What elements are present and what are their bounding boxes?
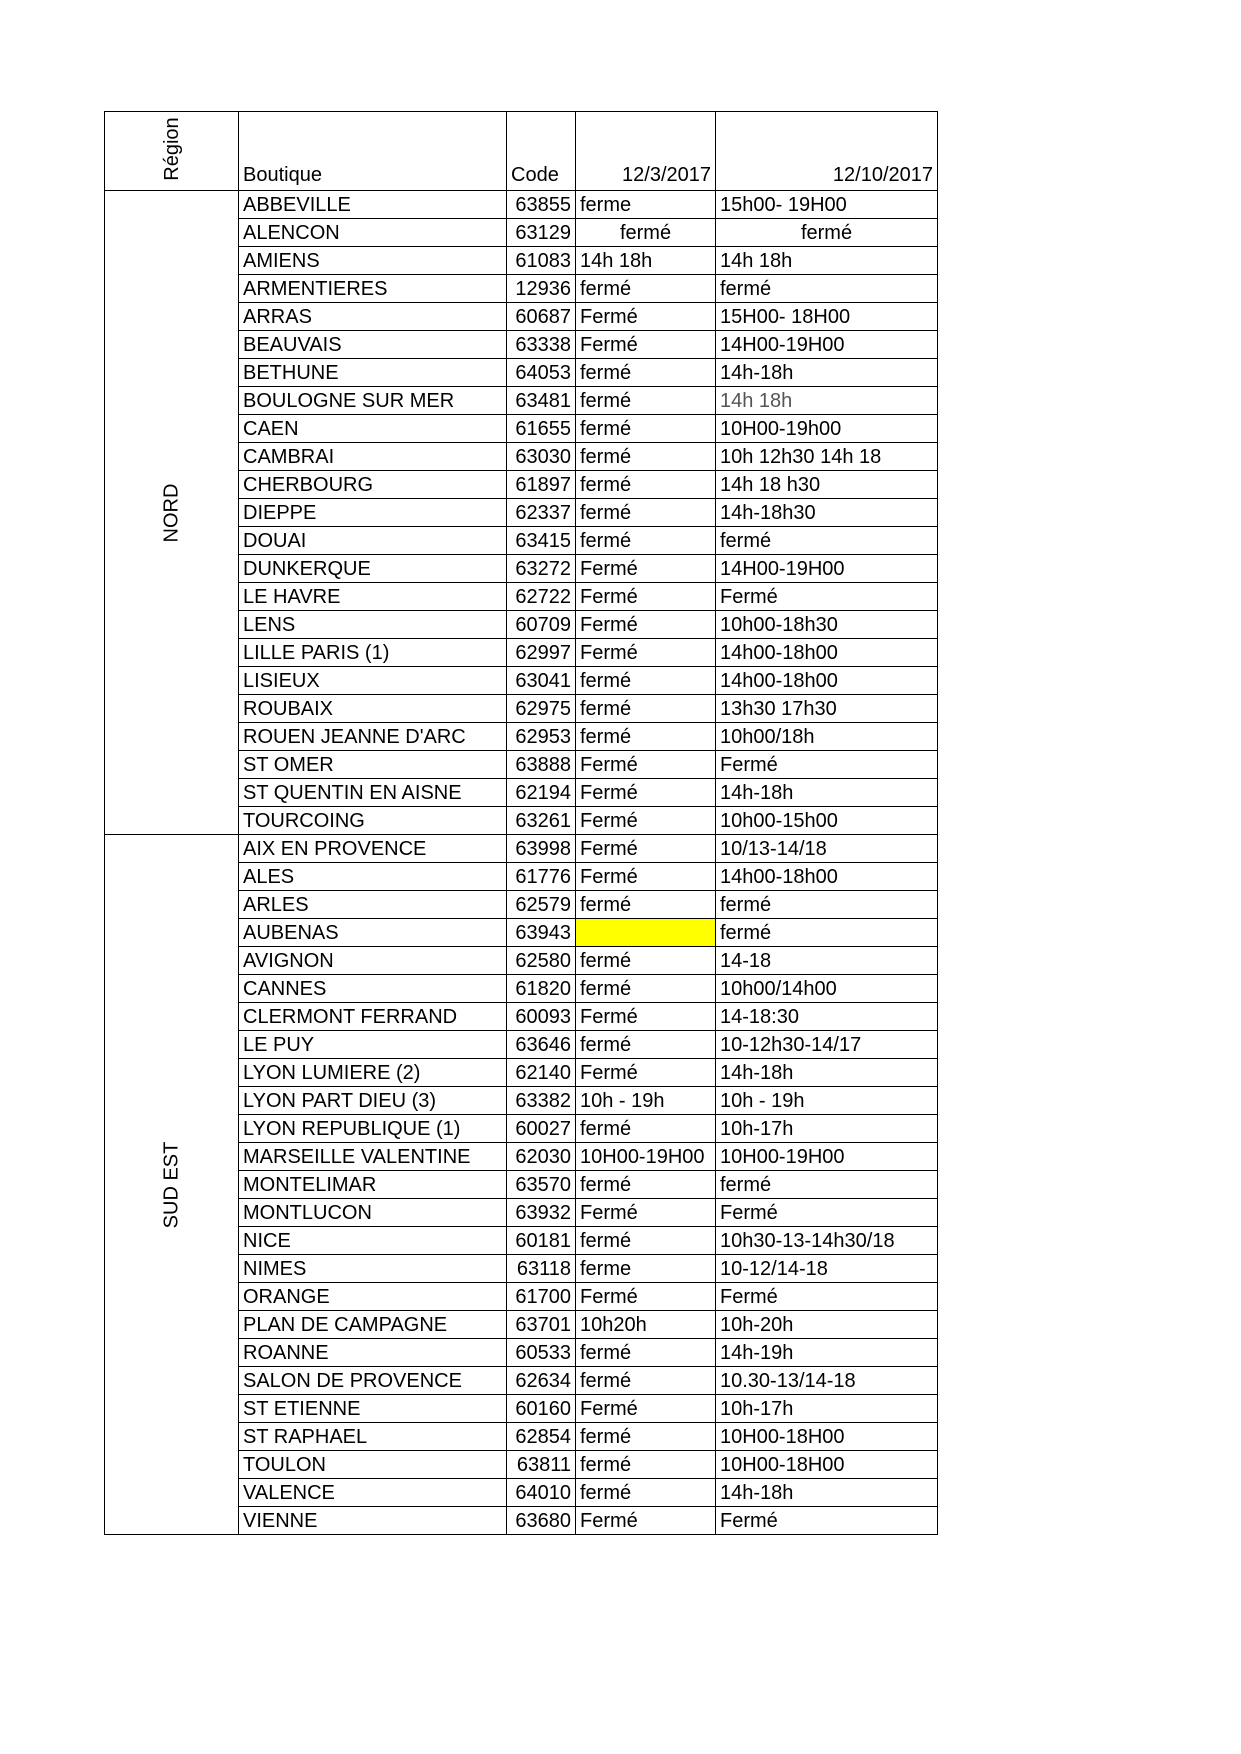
region-header [105, 112, 239, 191]
code-cell: 60181 [507, 1227, 576, 1255]
date2-cell: 10h00/18h [716, 723, 938, 751]
boutique-cell: DIEPPE [239, 499, 507, 527]
code-cell: 62997 [507, 639, 576, 667]
code-cell: 60093 [507, 1003, 576, 1031]
date2-cell: 14h-18h [716, 779, 938, 807]
code-cell: 64010 [507, 1479, 576, 1507]
date2-cell: 10h00/14h00 [716, 975, 938, 1003]
date1-cell: Fermé [576, 1003, 716, 1031]
date1-header: 12/3/2017 [576, 112, 716, 191]
date1-cell: fermé [576, 1171, 716, 1199]
code-cell: 62975 [507, 695, 576, 723]
boutique-cell: BOULOGNE SUR MER [239, 387, 507, 415]
date1-cell: fermé [576, 471, 716, 499]
date2-cell: 14h00-18h00 [716, 667, 938, 695]
boutique-cell: LISIEUX [239, 667, 507, 695]
date1-cell: Fermé [576, 583, 716, 611]
date2-cell: Fermé [716, 1507, 938, 1535]
code-cell: 63646 [507, 1031, 576, 1059]
boutique-cell: AUBENAS [239, 919, 507, 947]
boutique-cell: LYON REPUBLIQUE (1) [239, 1115, 507, 1143]
date2-cell: 14-18:30 [716, 1003, 938, 1031]
date1-cell: Fermé [576, 807, 716, 835]
code-cell: 60027 [507, 1115, 576, 1143]
boutique-cell: ROUEN JEANNE D'ARC [239, 723, 507, 751]
date1-cell: fermé [576, 1479, 716, 1507]
code-cell: 63701 [507, 1311, 576, 1339]
code-cell: 63272 [507, 555, 576, 583]
date1-cell: fermé [576, 359, 716, 387]
boutique-cell: CHERBOURG [239, 471, 507, 499]
date2-cell: 10h00-18h30 [716, 611, 938, 639]
boutique-cell: TOURCOING [239, 807, 507, 835]
code-cell: 62580 [507, 947, 576, 975]
date2-cell: Fermé [716, 1283, 938, 1311]
boutique-cell: TOULON [239, 1451, 507, 1479]
date2-cell: 10/13-14/18 [716, 835, 938, 863]
date2-cell: 14h 18h [716, 387, 938, 415]
date1-cell: 10H00-19H00 [576, 1143, 716, 1171]
date1-cell: fermé [576, 275, 716, 303]
date2-cell: Fermé [716, 751, 938, 779]
date2-cell: 14h-18h30 [716, 499, 938, 527]
date2-cell: 14h-18h [716, 359, 938, 387]
date1-cell: fermé [576, 1451, 716, 1479]
date1-cell: Fermé [576, 639, 716, 667]
boutique-cell: NICE [239, 1227, 507, 1255]
date2-cell: 14h-18h [716, 1059, 938, 1087]
date2-cell: 10H00-19h00 [716, 415, 938, 443]
date1-cell: fermé [576, 723, 716, 751]
boutique-cell: MONTLUCON [239, 1199, 507, 1227]
date1-cell: Fermé [576, 1507, 716, 1535]
date1-cell: Fermé [576, 751, 716, 779]
code-cell: 63118 [507, 1255, 576, 1283]
date2-cell: Fermé [716, 1199, 938, 1227]
code-header: Code [507, 112, 576, 191]
code-cell: 63041 [507, 667, 576, 695]
date1-cell: Fermé [576, 779, 716, 807]
region-header-label: Région [160, 117, 183, 181]
code-cell: 61655 [507, 415, 576, 443]
boutique-cell: LILLE PARIS (1) [239, 639, 507, 667]
code-cell: 60533 [507, 1339, 576, 1367]
boutique-cell: ORANGE [239, 1283, 507, 1311]
code-cell: 60709 [507, 611, 576, 639]
boutique-cell: CAMBRAI [239, 443, 507, 471]
boutique-cell: MONTELIMAR [239, 1171, 507, 1199]
code-cell: 12936 [507, 275, 576, 303]
code-cell: 63943 [507, 919, 576, 947]
code-cell: 63129 [507, 219, 576, 247]
date2-cell: 10h-20h [716, 1311, 938, 1339]
date1-cell: Fermé [576, 1059, 716, 1087]
boutique-cell: LYON LUMIERE (2) [239, 1059, 507, 1087]
table-row [105, 835, 938, 863]
date1-cell: fermé [576, 667, 716, 695]
date2-cell: 10-12/14-18 [716, 1255, 938, 1283]
date1-cell: fermé [576, 1031, 716, 1059]
region-cell [105, 835, 239, 1535]
date1-cell: 10h - 19h [576, 1087, 716, 1115]
boutique-cell: AVIGNON [239, 947, 507, 975]
code-cell: 62140 [507, 1059, 576, 1087]
code-cell: 61700 [507, 1283, 576, 1311]
date1-cell: fermé [576, 1115, 716, 1143]
date2-cell: 10h00-15h00 [716, 807, 938, 835]
date2-cell: 10-12h30-14/17 [716, 1031, 938, 1059]
boutique-cell: VALENCE [239, 1479, 507, 1507]
code-cell: 63998 [507, 835, 576, 863]
date1-cell: fermé [576, 947, 716, 975]
date2-cell: 10h - 19h [716, 1087, 938, 1115]
boutique-cell: CAEN [239, 415, 507, 443]
code-cell: 61820 [507, 975, 576, 1003]
boutique-cell: BETHUNE [239, 359, 507, 387]
date2-cell: 10h 12h30 14h 18 [716, 443, 938, 471]
boutique-cell: ARLES [239, 891, 507, 919]
boutique-cell: LE PUY [239, 1031, 507, 1059]
boutique-cell: ROANNE [239, 1339, 507, 1367]
boutique-cell: ALENCON [239, 219, 507, 247]
date1-cell: 10h20h [576, 1311, 716, 1339]
boutique-cell: ST RAPHAEL [239, 1423, 507, 1451]
date1-cell: fermé [576, 387, 716, 415]
boutique-cell: ABBEVILLE [239, 191, 507, 219]
date2-cell: 15h00- 19H00 [716, 191, 938, 219]
date2-cell: 10h30-13-14h30/18 [716, 1227, 938, 1255]
code-cell: 63382 [507, 1087, 576, 1115]
date1-cell: ferme [576, 191, 716, 219]
boutique-cell: ARMENTIERES [239, 275, 507, 303]
table-body [105, 191, 938, 1535]
date1-cell: Fermé [576, 611, 716, 639]
code-cell: 63261 [507, 807, 576, 835]
code-cell: 63570 [507, 1171, 576, 1199]
date1-cell: fermé [576, 1367, 716, 1395]
boutique-cell: ST OMER [239, 751, 507, 779]
code-cell: 62722 [507, 583, 576, 611]
code-cell: 62194 [507, 779, 576, 807]
boutique-cell: NIMES [239, 1255, 507, 1283]
boutique-cell: LYON PART DIEU (3) [239, 1087, 507, 1115]
boutique-cell: ST ETIENNE [239, 1395, 507, 1423]
boutique-cell: BEAUVAIS [239, 331, 507, 359]
date1-cell: fermé [576, 975, 716, 1003]
date1-cell: Fermé [576, 863, 716, 891]
boutique-cell: DUNKERQUE [239, 555, 507, 583]
date2-cell: fermé [716, 527, 938, 555]
date1-cell: fermé [576, 695, 716, 723]
code-cell: 62579 [507, 891, 576, 919]
code-cell: 63338 [507, 331, 576, 359]
table-row [105, 191, 938, 219]
date1-cell: fermé [576, 443, 716, 471]
date1-cell: Fermé [576, 1283, 716, 1311]
code-cell: 63855 [507, 191, 576, 219]
region-cell [105, 191, 239, 835]
code-cell: 61083 [507, 247, 576, 275]
boutique-cell: MARSEILLE VALENTINE [239, 1143, 507, 1171]
header-row [105, 112, 938, 191]
boutique-cell: CANNES [239, 975, 507, 1003]
date1-cell: fermé [576, 527, 716, 555]
date2-cell: 10H00-18H00 [716, 1451, 938, 1479]
code-cell: 63811 [507, 1451, 576, 1479]
code-cell: 63932 [507, 1199, 576, 1227]
date2-cell: 14h 18h [716, 247, 938, 275]
date1-cell: Fermé [576, 1395, 716, 1423]
boutique-cell: ROUBAIX [239, 695, 507, 723]
code-cell: 62854 [507, 1423, 576, 1451]
date2-cell: 14-18 [716, 947, 938, 975]
date1-cell: fermé [576, 1339, 716, 1367]
code-cell: 62030 [507, 1143, 576, 1171]
date2-cell: 14h00-18h00 [716, 863, 938, 891]
boutique-header: Boutique [239, 112, 507, 191]
boutique-cell: LENS [239, 611, 507, 639]
date2-cell: fermé [716, 219, 938, 247]
boutique-cell: ALES [239, 863, 507, 891]
date2-cell: fermé [716, 275, 938, 303]
date2-cell: 14H00-19H00 [716, 331, 938, 359]
date2-cell: 14h 18 h30 [716, 471, 938, 499]
opening-hours-table [104, 111, 938, 1535]
date2-cell: 10.30-13/14-18 [716, 1367, 938, 1395]
date1-cell: fermé [576, 1227, 716, 1255]
date1-cell: Fermé [576, 555, 716, 583]
date2-cell: fermé [716, 1171, 938, 1199]
date2-cell: 14H00-19H00 [716, 555, 938, 583]
date2-cell: 14h-18h [716, 1479, 938, 1507]
date1-cell: Fermé [576, 303, 716, 331]
code-cell: 62337 [507, 499, 576, 527]
code-cell: 61776 [507, 863, 576, 891]
date1-cell: 14h 18h [576, 247, 716, 275]
date2-cell: 14h-19h [716, 1339, 938, 1367]
date2-cell: 14h00-18h00 [716, 639, 938, 667]
date1-cell: fermé [576, 891, 716, 919]
boutique-cell: VIENNE [239, 1507, 507, 1535]
date2-cell: Fermé [716, 583, 938, 611]
boutique-cell: SALON DE PROVENCE [239, 1367, 507, 1395]
code-cell: 63680 [507, 1507, 576, 1535]
date1-cell: Fermé [576, 835, 716, 863]
date2-cell: 10H00-19H00 [716, 1143, 938, 1171]
date1-cell: fermé [576, 1423, 716, 1451]
code-cell: 63888 [507, 751, 576, 779]
date1-cell: ferme [576, 1255, 716, 1283]
code-cell: 62953 [507, 723, 576, 751]
region-label: NORD [160, 483, 183, 542]
date1-cell: fermé [576, 499, 716, 527]
date2-cell: 10H00-18H00 [716, 1423, 938, 1451]
code-cell: 64053 [507, 359, 576, 387]
boutique-cell: LE HAVRE [239, 583, 507, 611]
code-cell: 60687 [507, 303, 576, 331]
code-cell: 62634 [507, 1367, 576, 1395]
date1-cell [576, 919, 716, 947]
boutique-cell: PLAN DE CAMPAGNE [239, 1311, 507, 1339]
date1-cell: fermé [576, 219, 716, 247]
boutique-cell: AMIENS [239, 247, 507, 275]
boutique-cell: ST QUENTIN EN AISNE [239, 779, 507, 807]
region-label: SUD EST [160, 1141, 183, 1228]
boutique-cell: CLERMONT FERRAND [239, 1003, 507, 1031]
code-cell: 63030 [507, 443, 576, 471]
date2-cell: 10h-17h [716, 1395, 938, 1423]
code-cell: 63415 [507, 527, 576, 555]
date2-cell: 15H00- 18H00 [716, 303, 938, 331]
date2-cell: fermé [716, 919, 938, 947]
boutique-cell: AIX EN PROVENCE [239, 835, 507, 863]
date1-cell: Fermé [576, 331, 716, 359]
date2-cell: 10h-17h [716, 1115, 938, 1143]
boutique-cell: DOUAI [239, 527, 507, 555]
date1-cell: fermé [576, 415, 716, 443]
code-cell: 61897 [507, 471, 576, 499]
date2-cell: 13h30 17h30 [716, 695, 938, 723]
date1-cell: Fermé [576, 1199, 716, 1227]
date2-cell: fermé [716, 891, 938, 919]
date2-header: 12/10/2017 [716, 112, 938, 191]
code-cell: 63481 [507, 387, 576, 415]
code-cell: 60160 [507, 1395, 576, 1423]
boutique-cell: ARRAS [239, 303, 507, 331]
